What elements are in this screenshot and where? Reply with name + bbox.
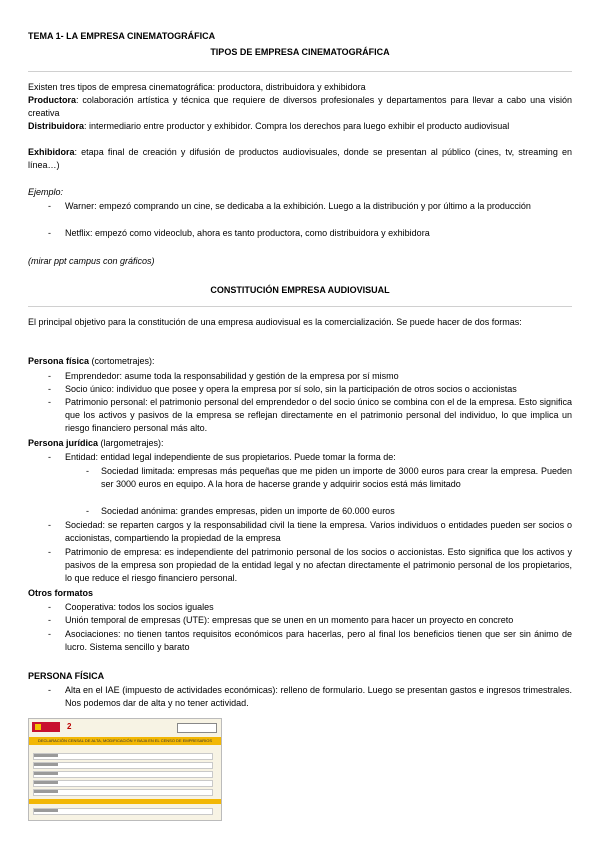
bullet-dash: - <box>48 201 51 211</box>
form-number: 2 <box>67 722 72 731</box>
form-field-label <box>34 790 58 793</box>
divider <box>28 306 572 307</box>
distribuidora-label: Distribuidora <box>28 121 85 131</box>
persona-fisica-section-title: PERSONA FÍSICA <box>28 671 105 681</box>
bullet-dash: - <box>48 371 51 381</box>
example-item: Netflix: empezó como videoclub, ahora es tanto productora, como distribuidora y exhibidora <box>65 228 430 238</box>
form-field-label <box>34 754 58 757</box>
bullet-dash: - <box>48 547 51 557</box>
list-item: Sociedad: se reparten cargos y la responsabilidad civil la tiene la empresa. Varios individuos o entidades pueden ser socios o accionistas, compartiendo la propiedad de la empresa <box>65 520 572 543</box>
bullet-dash: - <box>48 685 51 695</box>
bullet-dash: - <box>86 466 89 476</box>
productora-text: : colaboración artística y técnica que requiere de diversos profesionales y departamentos para llevar a cabo una visión creativa <box>28 95 572 118</box>
example-label: Ejemplo: <box>28 187 64 197</box>
example-item: Warner: empezó comprando un cine, se dedicaba a la exhibición. Luego a la distribución y por último a la producción <box>65 201 531 211</box>
form-field-row <box>33 780 213 787</box>
list-item: Unión temporal de empresas (UTE): empresas que se unen en un momento para hacer un proyecto en concreto <box>65 615 514 625</box>
persona-juridica-suffix: (largometrajes): <box>98 438 164 448</box>
persona-fisica-suffix: (cortometrajes): <box>89 356 155 366</box>
sub-list-item: Sociedad anónima: grandes empresas, piden un importe de 60.000 euros <box>101 506 395 516</box>
list-item: Entidad: entidad legal independiente de sus propietarios. Puede tomar la forma de: <box>65 452 396 462</box>
form-field-row <box>33 789 213 796</box>
form-field-row <box>33 762 213 769</box>
ppt-note: (mirar ppt campus con gráficos) <box>28 256 155 266</box>
otros-formatos-heading: Otros formatos <box>28 588 94 598</box>
iae-form-image <box>28 718 222 821</box>
list-item: Patrimonio de empresa: es independiente del patrimonio personal de los socios o accionistas. Esto significa que los activos y pasivos de la empresa son propiedad de la entidad legal y no afectan directamente el patrimonio personal de los propietarios, lo que reduce el riesgo financiero personal. <box>65 547 572 583</box>
list-item: Cooperativa: todos los socios iguales <box>65 602 214 612</box>
bullet-dash: - <box>48 629 51 639</box>
bullet-dash: - <box>48 602 51 612</box>
persona-fisica-label: Persona física <box>28 356 90 366</box>
bullet-dash: - <box>48 615 51 625</box>
form-field-label <box>34 809 58 812</box>
type-distribuidora <box>28 120 572 133</box>
bullet-dash: - <box>48 397 51 407</box>
list-item: Asociaciones: no tienen tantos requisitos económicos para hacerlas, pero al final los beneficios tienen que ser sin ánimo de lucro. Sistema sencillo y barato <box>65 629 572 652</box>
form-field-label <box>34 781 58 784</box>
exhibidora-text: : etapa final de creación y difusión de productos audiovisuales, donde se presentan al público (cines, tv, streaming en línea…) <box>28 147 572 170</box>
form-field-row <box>33 753 213 760</box>
list-item: Alta en el IAE (impuesto de actividades económicas): relleno de formulario. Luego se presentan gastos e ingresos trimestrales. Nos podemos dar de alta y no tener actividad. <box>65 685 572 708</box>
section-title-constitucion: CONSTITUCIÓN EMPRESA AUDIOVISUAL <box>210 285 390 295</box>
list-item: Socio único: individuo que posee y opera la empresa por sí solo, sin la participación de otros socios o accionistas <box>65 384 517 394</box>
persona-juridica-heading <box>28 437 572 450</box>
list-item: Emprendedor: asume toda la responsabilidad y gestión de la empresa por sí mismo <box>65 371 399 381</box>
persona-fisica-heading <box>28 355 572 368</box>
form-header-text: DECLARACIÓN CENSAL DE ALTA, MODIFICACIÓN Y BAJA EN EL CENSO DE EMPRESARIOS <box>37 738 213 743</box>
form-field-row <box>33 771 213 778</box>
bullet-dash: - <box>86 506 89 516</box>
exhibidora-label: Exhibidora <box>28 147 75 157</box>
sub-list-item: Sociedad limitada: empresas más pequeñas que me piden un importe de 3000 euros para crear la empresa. Pueden ser 3000 euros en equipo. A la hora de hacerse grande y adquirir socios está más limitado <box>101 466 572 489</box>
form-section-band <box>29 799 221 804</box>
persona-juridica-label: Persona jurídica <box>28 438 99 448</box>
section-title-tipos: TIPOS DE EMPRESA CINEMATOGRÁFICA <box>210 47 390 57</box>
form-field-row <box>33 808 213 815</box>
bullet-dash: - <box>48 452 51 462</box>
bullet-dash: - <box>48 228 51 238</box>
type-productora <box>28 94 572 120</box>
type-exhibidora <box>28 146 572 172</box>
list-item: Patrimonio personal: el patrimonio personal del emprendedor o del socio único se combina con el de la empresa. Esto significa que los activos y pasivos de la empresa se reflejan directamente en el patrimonio personal del individuo, lo que implica un riesgo financiero personal más alto. <box>65 397 572 433</box>
productora-label: Productora <box>28 95 77 105</box>
distribuidora-text: : intermediario entre productor y exhibidor. Compra los derechos para luego exhibir el producto audiovisual <box>84 121 510 131</box>
constitucion-intro: El principal objetivo para la constitución de una empresa audiovisual es la comercialización. Se puede hacer de dos formas: <box>28 317 522 327</box>
form-field-label <box>34 772 58 775</box>
topic-heading: TEMA 1- LA EMPRESA CINEMATOGRÁFICA <box>28 31 216 41</box>
form-code-box <box>177 723 217 733</box>
bullet-dash: - <box>48 384 51 394</box>
bullet-dash: - <box>48 520 51 530</box>
types-intro: Existen tres tipos de empresa cinematográfica: productora, distribuidora y exhibidora <box>28 82 366 92</box>
agency-logo <box>32 722 60 732</box>
divider <box>28 71 572 72</box>
form-field-label <box>34 763 58 766</box>
